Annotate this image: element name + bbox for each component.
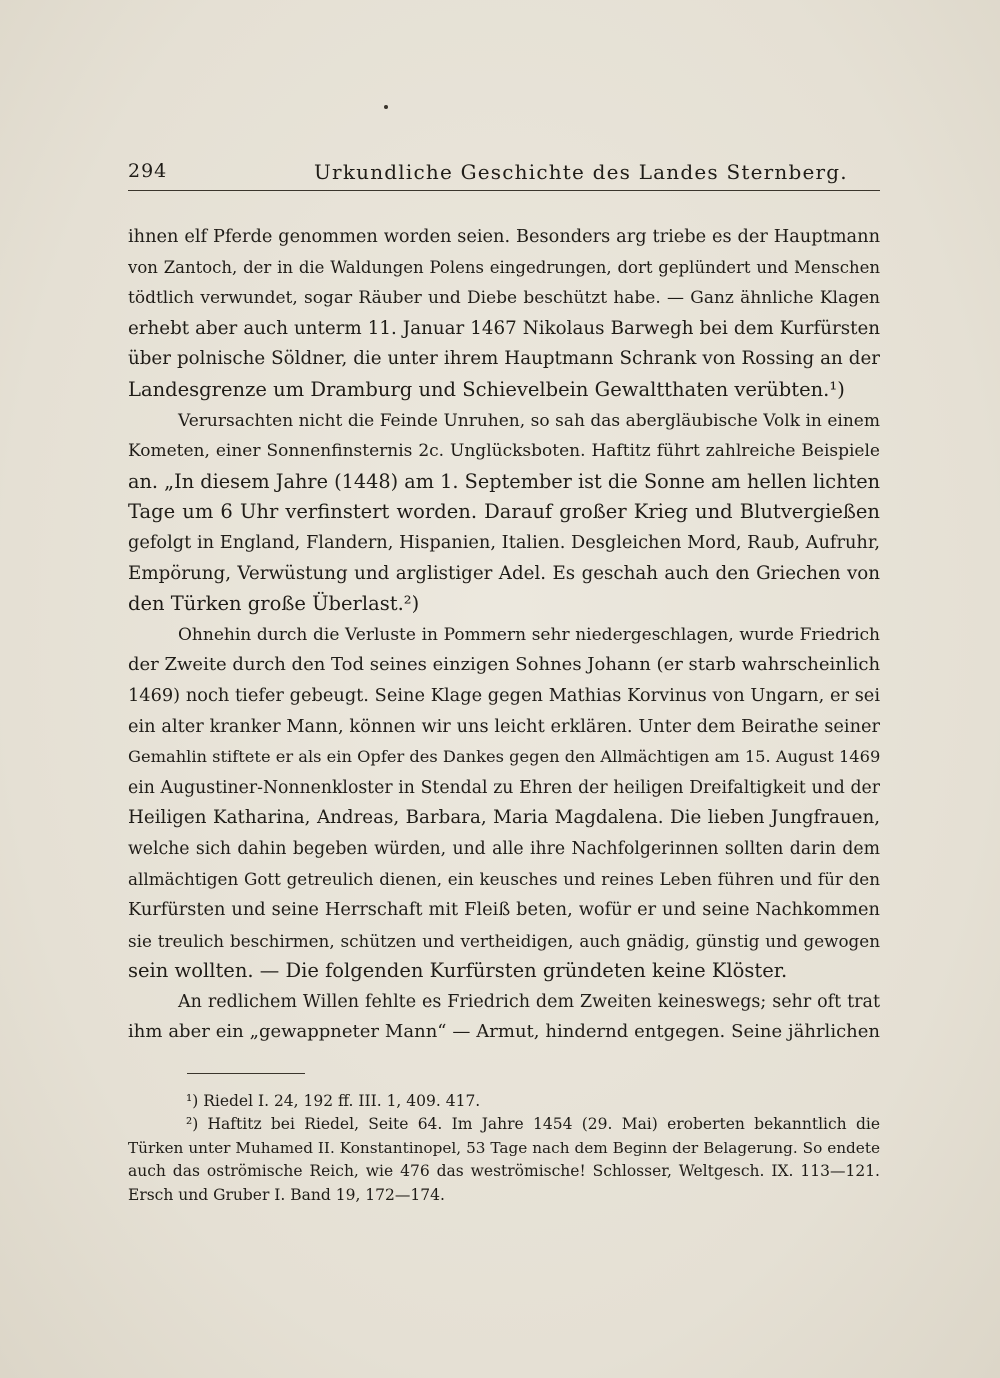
text-line: ein Augustiner-Nonnenkloster in Stendal zu Ehren der heiligen Dreifaltigkeit und der	[128, 777, 880, 798]
footnote-line: ²) Haftitz bei Riedel, Seite 64. Im Jahre 1454 (29. Mai) eroberten bekanntlich die	[186, 1115, 880, 1134]
text-line: Empörung, Verwüstung und arglistiger Adel. Es geschah auch den Griechen von	[128, 562, 880, 584]
text-line: welche sich dahin begeben würden, und alle ihre Nachfolgerinnen sollten darin dem	[128, 838, 880, 859]
main-text	[128, 222, 880, 1048]
footnote-line: auch das oströmische Reich, wie 476 das weströmische! Schlosser, Weltgesch. IX. 113—121.	[128, 1162, 880, 1181]
text-line: ihm aber ein „gewappneter Mann“ — Armut, hindernd entgegen. Seine jährlichen	[128, 1021, 880, 1043]
page-number: 294	[128, 160, 168, 182]
text-line: Landesgrenze um Dramburg und Schievelbein Gewaltthaten verübten.¹)	[128, 377, 845, 401]
text-line: von Zantoch, der in die Waldungen Polens eingedrungen, dort geplündert und Menschen	[128, 257, 880, 277]
text-line: An redlichem Willen fehlte es Friedrich dem Zweiten keineswegs; sehr oft trat	[178, 991, 880, 1012]
text-line: über polnische Söldner, die unter ihrem Hauptmann Schrank von Rossing an der	[128, 348, 880, 370]
text-line: den Türken große Überlast.²)	[128, 592, 420, 616]
text-line: an. „In diesem Jahre (1448) am 1. September ist die Sonne am hellen lichten	[128, 469, 880, 493]
text-line: Verursachten nicht die Feinde Unruhen, so sah das abergläubische Volk in einem	[178, 410, 880, 431]
text-line: erhebt aber auch unterm 11. Januar 1467 Nikolaus Barwegh bei dem Kurfürsten	[128, 317, 880, 339]
text-line: Gemahlin stiftete er als ein Opfer des Dankes gegen den Allmächtigen am 15. August 1469	[128, 747, 880, 767]
page-header	[128, 160, 880, 191]
ink-speck	[384, 105, 388, 109]
text-line: tödtlich verwundet, sogar Räuber und Diebe beschützt habe. — Ganz ähnliche Klagen	[128, 288, 880, 309]
text-line: ein alter kranker Mann, können wir uns leicht erklären. Unter dem Beirathe seiner	[128, 716, 880, 737]
running-title: Urkundliche Geschichte des Landes Sternberg.	[314, 160, 848, 184]
text-line: der Zweite durch den Tod seines einzigen Sohnes Johann (er starb wahrscheinlich	[128, 654, 880, 676]
footnote-line: ¹) Riedel I. 24, 192 ff. III. 1, 409. 417.	[186, 1092, 481, 1110]
footnote-line: Türken unter Muhamed II. Konstantinopel, 53 Tage nach dem Beginn der Belagerung. So endete	[128, 1138, 880, 1157]
text-line: 1469) noch tiefer gebeugt. Seine Klage gegen Mathias Korvinus von Ungarn, er sei	[128, 685, 880, 706]
footnote-line: Ersch und Gruber I. Band 19, 172—174.	[128, 1185, 445, 1204]
text-line: Heiligen Katharina, Andreas, Barbara, Maria Magdalena. Die lieben Jungfrauen,	[128, 807, 880, 829]
text-line: ihnen elf Pferde genommen worden seien. Besonders arg triebe es der Hauptmann	[128, 227, 880, 247]
footnote-divider	[187, 1073, 305, 1074]
text-line: Ohnehin durch die Verluste in Pommern sehr niedergeschlagen, wurde Friedrich	[178, 624, 880, 645]
text-line: allmächtigen Gott getreulich dienen, ein keusches und reines Leben führen und für den	[128, 869, 880, 890]
text-line: Kurfürsten und seine Herrschaft mit Fleiß beten, wofür er und seine Nachkommen	[128, 900, 880, 921]
footnotes	[128, 1090, 880, 1207]
text-line: sein wollten. — Die folgenden Kurfürsten gründeten keine Klöster.	[128, 959, 788, 983]
text-line: sie treulich beschirmen, schützen und vertheidigen, auch gnädig, günstig und gewogen	[128, 930, 880, 951]
text-line: gefolgt in England, Flandern, Hispanien, Italien. Desgleichen Mord, Raub, Aufruhr,	[128, 532, 880, 553]
text-line: Tage um 6 Uhr verfinstert worden. Darauf großer Krieg und Blutvergießen	[128, 500, 880, 524]
text-line: Kometen, einer Sonnenfinsternis 2c. Unglücksboten. Haftitz führt zahlreiche Beispiele	[128, 441, 880, 462]
